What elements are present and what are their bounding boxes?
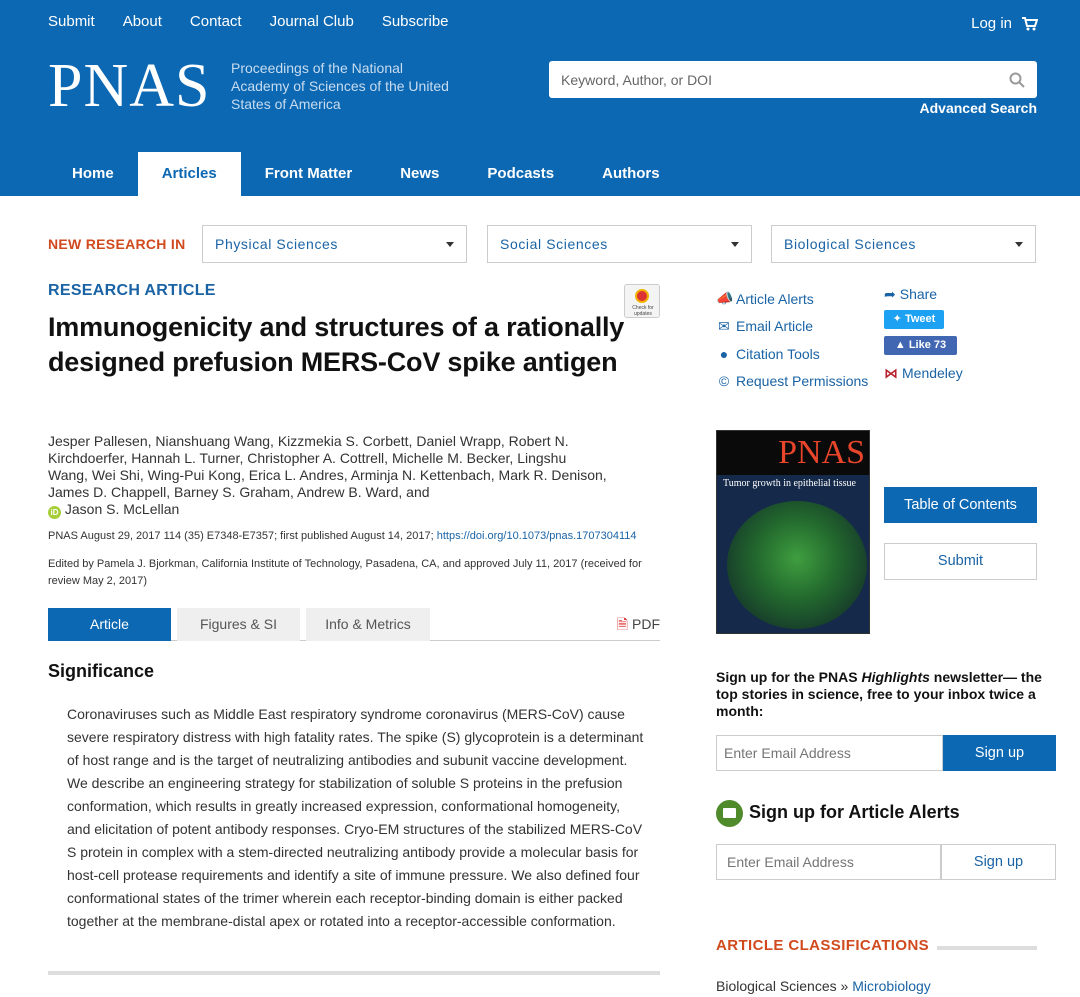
- tweet-button[interactable]: [884, 310, 944, 329]
- advanced-search-link[interactable]: Advanced Search: [919, 100, 1037, 116]
- submit-button[interactable]: Submit: [884, 543, 1037, 580]
- tab-article[interactable]: Article: [48, 608, 171, 641]
- top-link-journal-club[interactable]: Journal Club: [269, 13, 354, 30]
- chevron-down-icon: [1015, 242, 1023, 247]
- tab-figures-si[interactable]: Figures & SI: [177, 608, 300, 641]
- article-alerts-heading: Sign up for Article Alerts: [749, 802, 960, 822]
- alerts-email-input[interactable]: [716, 844, 941, 880]
- main-nav: [48, 152, 684, 196]
- table-of-contents-button[interactable]: Table of Contents: [884, 487, 1037, 523]
- envelope-icon: [723, 808, 736, 818]
- share-label: Share: [899, 286, 938, 302]
- cover-logo: PNAS: [778, 434, 865, 471]
- dropdown-label: Biological Sciences: [784, 236, 917, 252]
- citation-text: PNAS August 29, 2017 114 (35) E7348-E7357; first published August 14, 2017;: [48, 530, 434, 542]
- doi-link[interactable]: https://doi.org/10.1073/pnas.1707304114: [436, 530, 637, 542]
- divider: [937, 946, 1037, 950]
- nav-front-matter[interactable]: Front Matter: [264, 165, 353, 182]
- classification-sub[interactable]: Microbiology: [852, 978, 931, 994]
- mendeley-label: Mendeley: [902, 365, 963, 381]
- pdf-label: PDF: [632, 616, 660, 632]
- classification-main[interactable]: Biological Sciences: [716, 978, 837, 994]
- author-list: [48, 433, 608, 519]
- share-panel: [884, 285, 963, 381]
- tweet-label: Tweet: [904, 313, 936, 325]
- top-link-about[interactable]: About: [122, 13, 162, 30]
- tool-label: Request Permissions: [736, 373, 869, 390]
- citation-tools-link[interactable]: [716, 340, 868, 368]
- dropdown-label: Physical Sciences: [215, 236, 339, 252]
- nav-home[interactable]: Home: [72, 165, 114, 182]
- like-label: Like 73: [908, 339, 947, 351]
- cover-image: [727, 501, 867, 629]
- journal-cover[interactable]: [716, 430, 870, 634]
- check-updates-label: Check for updates: [632, 305, 654, 317]
- login-link[interactable]: Log in: [971, 15, 1012, 32]
- newsletter-em: Highlights: [861, 669, 930, 685]
- site-header: [0, 0, 1080, 196]
- tool-label: Article Alerts: [736, 290, 814, 307]
- classifications-heading: ARTICLE CLASSIFICATIONS: [716, 937, 930, 954]
- thumbs-up-icon: ▲: [894, 339, 909, 351]
- logo-subtitle: Proceedings of the National Academy of Sciences of the United States of America: [231, 60, 449, 112]
- article-tools: [716, 285, 868, 395]
- copyright-icon: ©: [718, 373, 730, 390]
- edited-by: Edited by Pamela J. Bjorkman, California Institute of Technology, Pasadena, CA, and approved July 11, 2017 (received for review May 2, 2017): [48, 558, 642, 587]
- mendeley-icon: ⋈: [884, 365, 898, 381]
- envelope-icon: ✉: [718, 317, 730, 334]
- crossmark-icon: [635, 289, 649, 303]
- newsletter-post: newsletter— the top stories in science, free to your inbox twice a month:: [716, 669, 1042, 719]
- last-author[interactable]: Jason S. McLellan: [64, 501, 180, 517]
- search-box: [549, 61, 1037, 98]
- login-area: [971, 15, 1038, 32]
- classification-separator: »: [836, 978, 853, 994]
- new-research-label: NEW RESEARCH IN: [48, 236, 186, 252]
- envelope-circle-icon: [716, 800, 743, 827]
- pnas-logo[interactable]: PNAS: [48, 52, 211, 120]
- nav-authors[interactable]: Authors: [602, 165, 660, 182]
- top-link-contact[interactable]: Contact: [189, 13, 242, 30]
- search-icon[interactable]: [1009, 72, 1025, 88]
- twitter-icon: ✦: [892, 313, 905, 325]
- share-link[interactable]: [884, 285, 937, 303]
- alerts-signup-button[interactable]: Sign up: [941, 844, 1056, 880]
- megaphone-icon: 📣: [716, 290, 734, 307]
- significance-text: Coronaviruses such as Middle East respiratory syndrome coronavirus (MERS-CoV) cause severe respiratory distress with high fatality rates. The spike (S) glycoprotein is a determinant of host range and is the target of neutralizing antibodies and subunit vaccine development. We describe an engineering strategy for stabilization of soluble S proteins in the prefusion conformation, which results in greatly increased expression, conformational homogeneity, and elicitation of potent antibody responses. Cryo-EM structures of the stabilized MERS-CoV S protein in complex with a stem-directed neutralizing antibody provide a molecular basis for host-cell protease requirements and identify a site of immune pressure. We also defined four conformational states of the trimer wherein each receptor-binding domain is either packed together at the membrane-distal apex or rotated into a receptor-accessible conformation.: [67, 706, 644, 929]
- pdf-icon: 🗎: [616, 616, 628, 632]
- search-input[interactable]: [561, 72, 1009, 88]
- chevron-down-icon: [446, 242, 454, 247]
- authors-text[interactable]: Jesper Pallesen, Nianshuang Wang, Kizzmekia S. Corbett, Daniel Wrapp, Robert N. Kirchdoerfer, Hannah L. Turner, Christopher A. Cottrell, Michelle M. Becker, Lingshu Wang, Wei Shi, Wing-Pui Kong, Erica L. Andres, Arminja N. Kettenbach, Mark R. Denison, James D. Chappell, Barney S. Graham, Andrew B. Ward, and: [48, 433, 607, 500]
- pdf-link[interactable]: [617, 608, 660, 641]
- tool-label: Citation Tools: [736, 345, 820, 362]
- article-alerts-link[interactable]: [716, 285, 868, 313]
- cart-icon[interactable]: [1022, 17, 1038, 31]
- request-permissions-link[interactable]: [716, 368, 868, 396]
- citation-line: [48, 530, 637, 542]
- newsletter-pre: Sign up for the PNAS: [716, 669, 862, 685]
- orcid-icon[interactable]: iD: [48, 506, 61, 519]
- nav-news[interactable]: News: [400, 165, 440, 182]
- top-links: [48, 13, 477, 30]
- article-type: RESEARCH ARTICLE: [48, 282, 216, 299]
- tool-label: Email Article: [736, 318, 814, 335]
- article-title: Immunogenicity and structures of a rationally designed prefusion MERS-CoV spike antigen: [48, 312, 625, 377]
- newsletter-signup-button[interactable]: Sign up: [943, 735, 1056, 771]
- chevron-down-icon: [731, 242, 739, 247]
- tab-info-metrics[interactable]: Info & Metrics: [306, 608, 430, 641]
- newsletter-email-input[interactable]: [716, 735, 943, 771]
- physical-sciences-dropdown[interactable]: [202, 225, 467, 263]
- globe-icon: ●: [719, 345, 729, 362]
- mendeley-link[interactable]: [884, 365, 963, 382]
- social-sciences-dropdown[interactable]: [487, 225, 752, 263]
- newsletter-text: [716, 669, 1061, 720]
- article-tabs: [48, 608, 660, 641]
- email-article-link[interactable]: [716, 313, 868, 341]
- top-link-submit[interactable]: Submit: [48, 13, 95, 30]
- nav-podcasts[interactable]: Podcasts: [487, 165, 555, 182]
- divider: [48, 971, 660, 975]
- nav-articles[interactable]: Articles: [138, 152, 241, 196]
- biological-sciences-dropdown[interactable]: [771, 225, 1036, 263]
- share-icon: ➦: [884, 285, 896, 302]
- like-button[interactable]: [884, 336, 957, 355]
- cover-title: Tumor growth in epithelial tissue: [723, 478, 856, 489]
- significance-heading: Significance: [48, 661, 155, 681]
- top-link-subscribe[interactable]: Subscribe: [381, 13, 449, 30]
- dropdown-label: Social Sciences: [500, 236, 608, 252]
- classification: [716, 978, 931, 994]
